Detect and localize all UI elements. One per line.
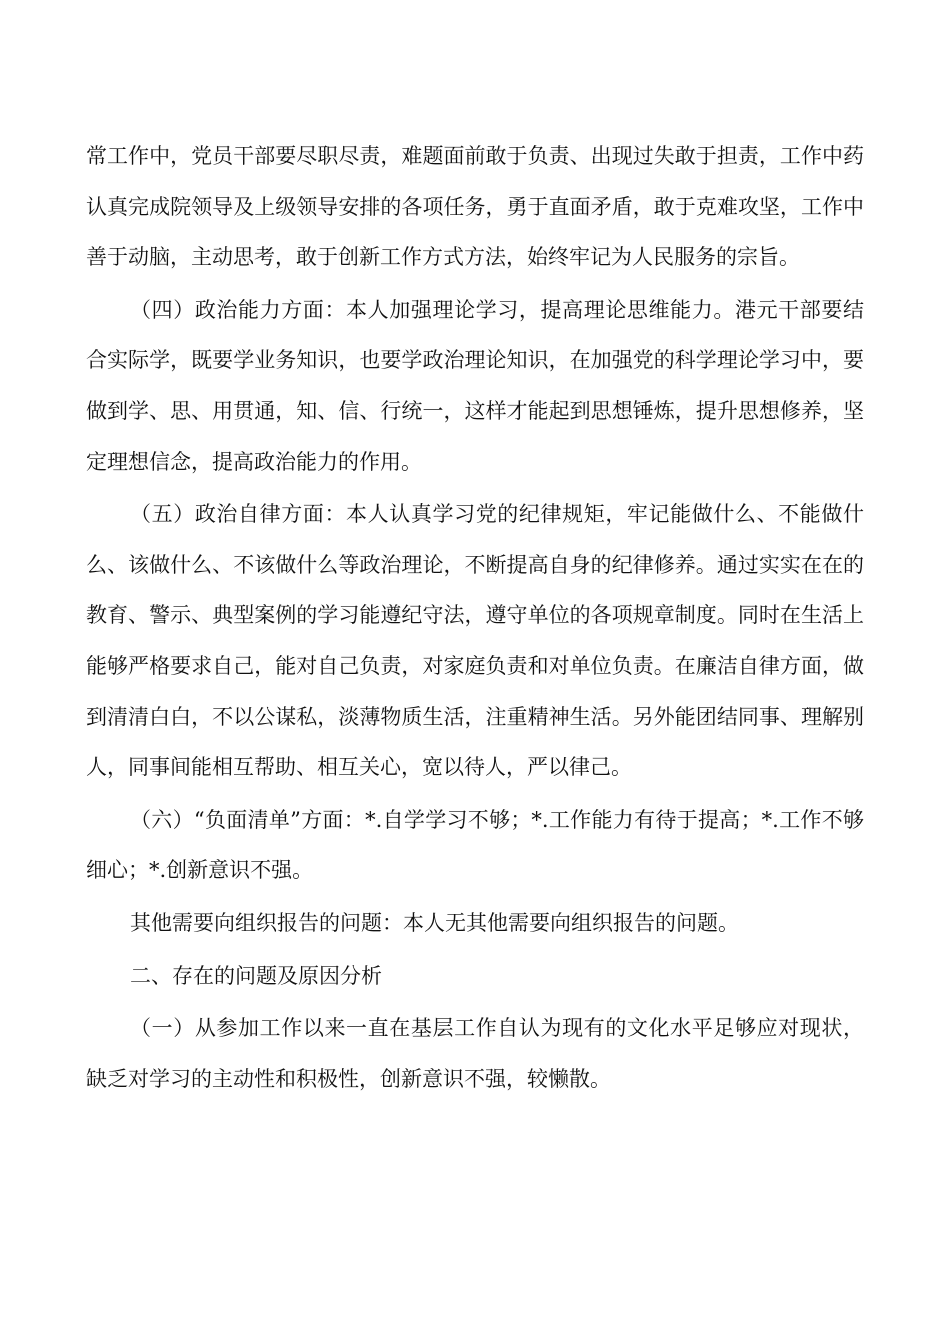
- paragraph-problem-one: （一）从参加工作以来一直在基层工作自认为现有的文化水平足够应对现状，缺乏对学习的主动性和积极性，创新意识不强，较懒散。: [86, 1016, 864, 1091]
- paragraph-continuation: 常工作中，党员干部要尽职尽责，难题面前敢于负责、出现过失敢于担责，工作中药认真完成院领导及上级领导安排的各项任务，勇于直面矛盾，敢于克难攻坚，工作中善于动脑，主动思考，敢于创新工作方式方法，始终牢记为人民服务的宗旨。: [86, 144, 864, 270]
- paragraph-political-ability: （四）政治能力方面：本人加强理论学习，提高理论思维能力。港元干部要结合实际学，既要学业务知识，也要学政治理论知识，在加强党的科学理论学习中，要做到学、思、用贯通，知、信、行统一，这样才能起到思想锤炼，提升思想修养，坚定理想信念，提高政治能力的作用。: [86, 297, 864, 474]
- paragraph-negative-list: （六）“负面清单”方面：*.自学学习不够；*.工作能力有待于提高；*.工作不够细心；*.创新意识不强。: [86, 807, 864, 883]
- section-heading-problems: 二、存在的问题及原因分析: [130, 963, 382, 988]
- paragraph-political-discipline: （五）政治自律方面：本人认真学习党的纪律规矩，牢记能做什么、不能做什么、该做什么、不该做什么等政治理论，不断提高自身的纪律修养。通过实实在在的教育、警示、典型案例的学习能遵纪守法，遵守单位的各项规章制度。同时在生活上能够严格要求自己，能对自己负责，对家庭负责和对单位负责。在廉洁自律方面，做到清清白白，不以公谋私，淡薄物质生活，注重精神生活。另外能团结同事、理解别人，同事间能相互帮助、相互关心，宽以待人，严以律己。: [86, 502, 864, 780]
- document-body: [86, 131, 864, 1104]
- paragraph-other-issues: 其他需要向组织报告的问题：本人无其他需要向组织报告的问题。: [130, 910, 739, 935]
